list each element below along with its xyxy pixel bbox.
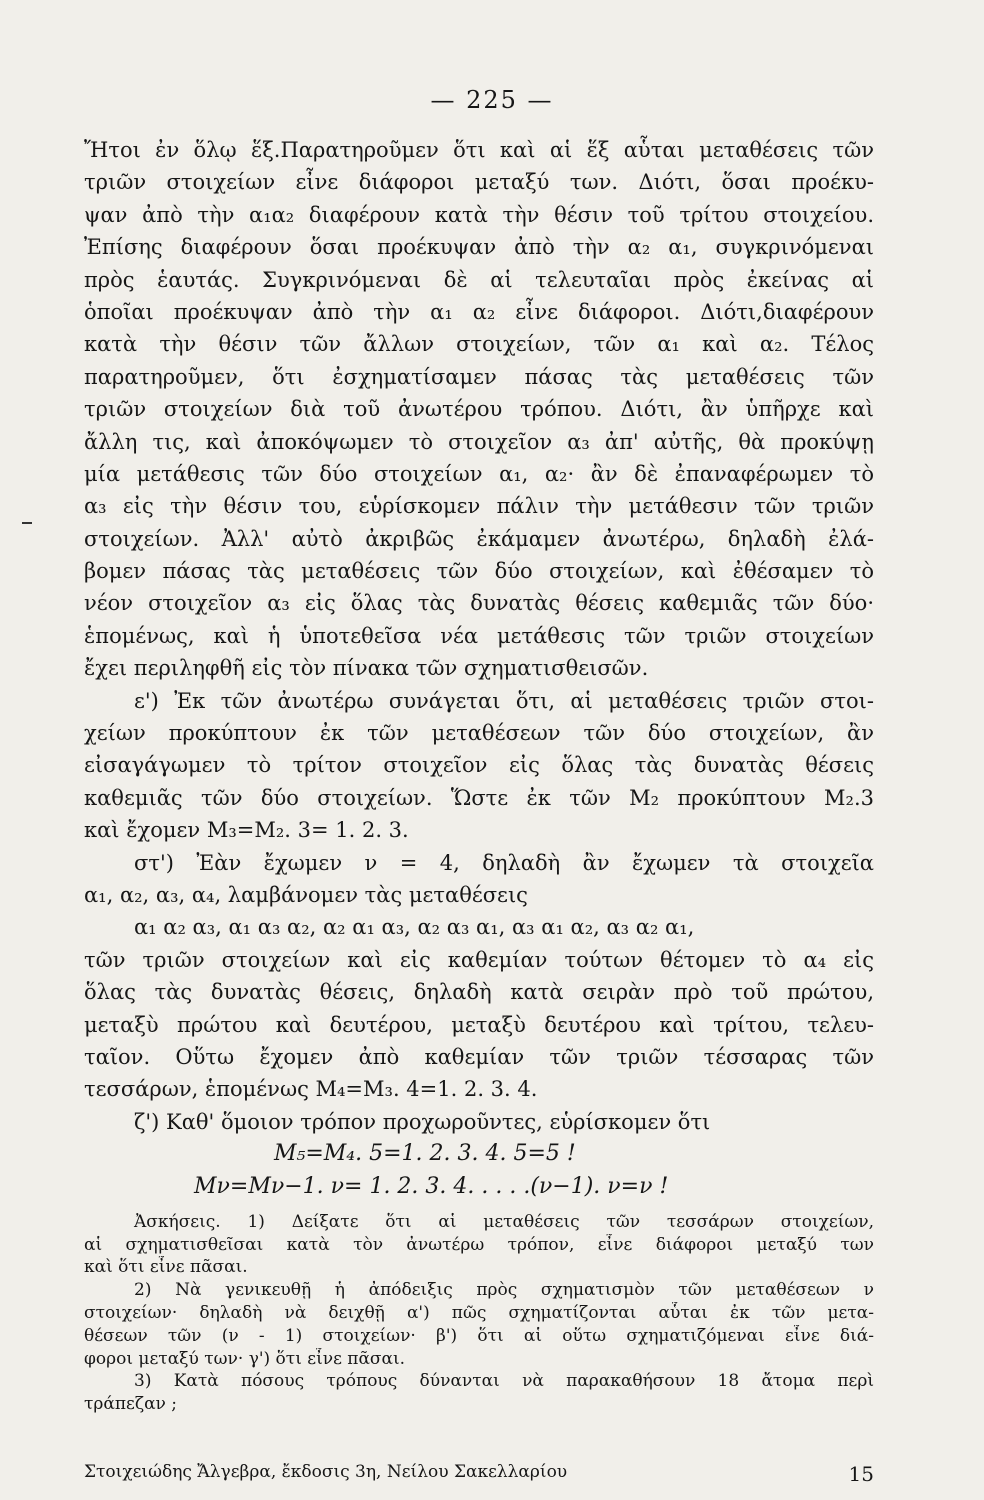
formula-m5: M₅=M₄. 5=1. 2. 3. 4. 5=5 !: [274, 1141, 576, 1167]
text-line: ὅλας τὰς δυνατὰς θέσεις, δηλαδὴ κατὰ σειρὰν πρὸ τοῦ πρώτου,: [84, 980, 874, 1005]
exercises: [84, 1211, 874, 1416]
text-line: α₃ εἰς τὴν θέσιν του, εὑρίσκομεν πάλιν τὴν μετάθεσιν τῶν τριῶν: [84, 494, 874, 519]
text-line: εἰσαγάγωμεν τὸ τρίτον στοιχεῖον εἰς ὅλας τὰς δυνατὰς θέσεις: [84, 753, 874, 778]
text-line: ταῖον. Οὕτω ἔχομεν ἀπὸ καθεμίαν τῶν τριῶν τέσσαρας τῶν: [84, 1044, 874, 1069]
formula-line: τεσσάρων, ἑπομένως M₄=M₃. 4=1. 2. 3. 4.: [84, 1077, 538, 1102]
text-line: ἔχει περιληφθῆ εἰς τὸν πίνακα τῶν σχηματισθεισῶν.: [84, 656, 649, 681]
text-line: χείων προκύπτουν ἐκ τῶν μεταθέσεων τῶν δύο στοιχείων, ἂν: [84, 721, 874, 746]
page-number: — 225 —: [430, 86, 554, 114]
text-line: Ἤτοι ἐν ὅλῳ ἕξ.Παρατηροῦμεν ὅτι καὶ αἱ ἕξ αὗται μεταθέσεις τῶν: [84, 138, 874, 162]
section-epsilon-heading: ε') Ἐκ τῶν ἀνωτέρω συνάγεται ὅτι, αἱ μεταθέσεις τριῶν στοι-: [134, 688, 874, 713]
exercise-line: 3) Κατὰ πόσους τρόπους δύνανται νὰ παρακαθήσουν 18 ἄτομα περὶ: [134, 1371, 874, 1392]
permutations-list: α₁ α₂ α₃, α₁ α₃ α₂, α₂ α₁ α₃, α₂ α₃ α₁, α₃ α₁ α₂, α₃ α₂ α₁,: [134, 915, 695, 940]
exercise-line: Ἀσκήσεις. 1) Δείξατε ὅτι αἱ μεταθέσεις τῶν τεσσάρων στοιχείων,: [134, 1211, 874, 1232]
text-line: στοιχείων. Ἀλλ' αὐτὸ ἀκριβῶς ἐκάμαμεν ἀνωτέρω, δηλαδὴ ἐλά-: [84, 526, 874, 551]
text-line: πρὸς ἑαυτάς. Συγκρινόμεναι δὲ αἱ τελευταῖαι πρὸς ἐκείνας αἱ: [84, 267, 874, 292]
text-line: κατὰ τὴν θέσιν τῶν ἄλλων στοιχείων, τῶν α₁ καὶ α₂. Τέλος: [84, 332, 874, 357]
exercise-line: τράπεζαν ;: [84, 1394, 178, 1415]
text-line: ἑπομένως, καὶ ἡ ὑποτεθεῖσα νέα μετάθεσις τῶν τριῶν στοιχείων: [84, 623, 874, 648]
exercise-line: θέσεων τῶν (ν - 1) στοιχείων· β') ὅτι αἱ οὕτω σχηματιζόμεναι εἶνε διά-: [84, 1325, 874, 1346]
text-line: α₁, α₂, α₃, α₄, λαμβάνομεν τὰς μεταθέσεις: [84, 882, 528, 907]
text-line: τῶν τριῶν στοιχείων καὶ εἰς καθεμίαν τούτων θέτομεν τὸ α₄ εἰς: [84, 947, 874, 972]
main-text: [84, 134, 874, 1416]
text-line: ψαν ἀπὸ τὴν α₁α₂ διαφέρουν κατὰ τὴν θέσιν τοῦ τρίτου στοιχείου.: [84, 202, 874, 227]
formula-line: καὶ ἔχομεν M₃=M₂. 3= 1. 2. 3.: [84, 818, 409, 843]
text-line: Ἐπίσης διαφέρουν ὅσαι προέκυψαν ἀπὸ τὴν α₂ α₁, συγκρινόμεναι: [84, 235, 874, 260]
text-line: μία μετάθεσις τῶν δύο στοιχείων α₁, α₂· ἂν δὲ ἐπαναφέρωμεν τὸ: [84, 461, 874, 486]
exercise-line: στοιχείων· δηλαδὴ νὰ δειχθῇ α') πῶς σχηματίζονται αὗται ἐκ τῶν μετα-: [84, 1303, 874, 1324]
signature-number: 15: [848, 1462, 874, 1486]
text-line: παρατηροῦμεν, ὅτι ἐσχηματίσαμεν πάσας τὰς μεταθέσεις τῶν: [84, 364, 874, 389]
section-zeta-heading: ζ') Καθ' ὅμοιον τρόπον προχωροῦντες, εὑρίσκομεν ὅτι: [134, 1109, 711, 1134]
exercise-line: 2) Νὰ γενικευθῇ ἡ ἀπόδειξις πρὸς σχηματισμὸν τῶν μεταθέσεων ν: [134, 1280, 874, 1301]
section-st-heading: στ') Ἐὰν ἔχωμεν ν = 4, δηλαδὴ ἂν ἔχωμεν τὰ στοιχεῖα: [134, 850, 874, 875]
footer-signature: Στοιχειώδης Ἄλγεβρα, ἔκδοσις 3η, Νείλου Σακελλαρίου: [84, 1462, 568, 1482]
formula-mv: Mν=Mν−1. ν= 1. 2. 3. 4. . . . .(ν−1). ν=ν !: [194, 1173, 669, 1199]
exercise-line: φοροι μεταξύ των· γ') ὅτι εἶνε πᾶσαι.: [84, 1348, 406, 1369]
text-line: τριῶν στοιχείων διὰ τοῦ ἀνωτέρου τρόπου. Διότι, ἂν ὑπῆρχε καὶ: [84, 397, 874, 422]
exercise-line: αἱ σχηματισθεῖσαι κατὰ τὸν ἀνωτέρω τρόπον, εἶνε διάφοροι μεταξύ των: [84, 1234, 874, 1255]
page-footer: [84, 1462, 874, 1490]
text-line: καθεμιᾶς τῶν δύο στοιχείων. Ὥστε ἐκ τῶν M₂ προκύπτουν M₂.3: [84, 785, 874, 810]
text-line: ἄλλη τις, καὶ ἀποκόψωμεν τὸ στοιχεῖον α₃ ἀπ' αὐτῆς, θὰ προκύψῃ: [84, 429, 874, 454]
text-line: τριῶν στοιχείων εἶνε διάφοροι μεταξύ των. Διότι, ὅσαι προέκυ-: [84, 170, 874, 195]
exercise-line: καὶ ὅτι εἶνε πᾶσαι.: [84, 1257, 248, 1278]
text-line: μεταξὺ πρώτου καὶ δευτέρου, μεταξὺ δευτέρου καὶ τρίτου, τελευ-: [84, 1012, 874, 1037]
text-line: βομεν πάσας τὰς μεταθέσεις τῶν δύο στοιχείων, καὶ ἐθέσαμεν τὸ: [84, 559, 874, 584]
margin-mark: [22, 522, 32, 524]
text-line: ὁποῖαι προέκυψαν ἀπὸ τὴν α₁ α₂ εἶνε διάφοροι. Διότι,διαφέρουν: [84, 299, 874, 324]
text-line: νέον στοιχεῖον α₃ εἰς ὅλας τὰς δυνατὰς θέσεις καθεμιᾶς τῶν δύο·: [84, 591, 874, 616]
